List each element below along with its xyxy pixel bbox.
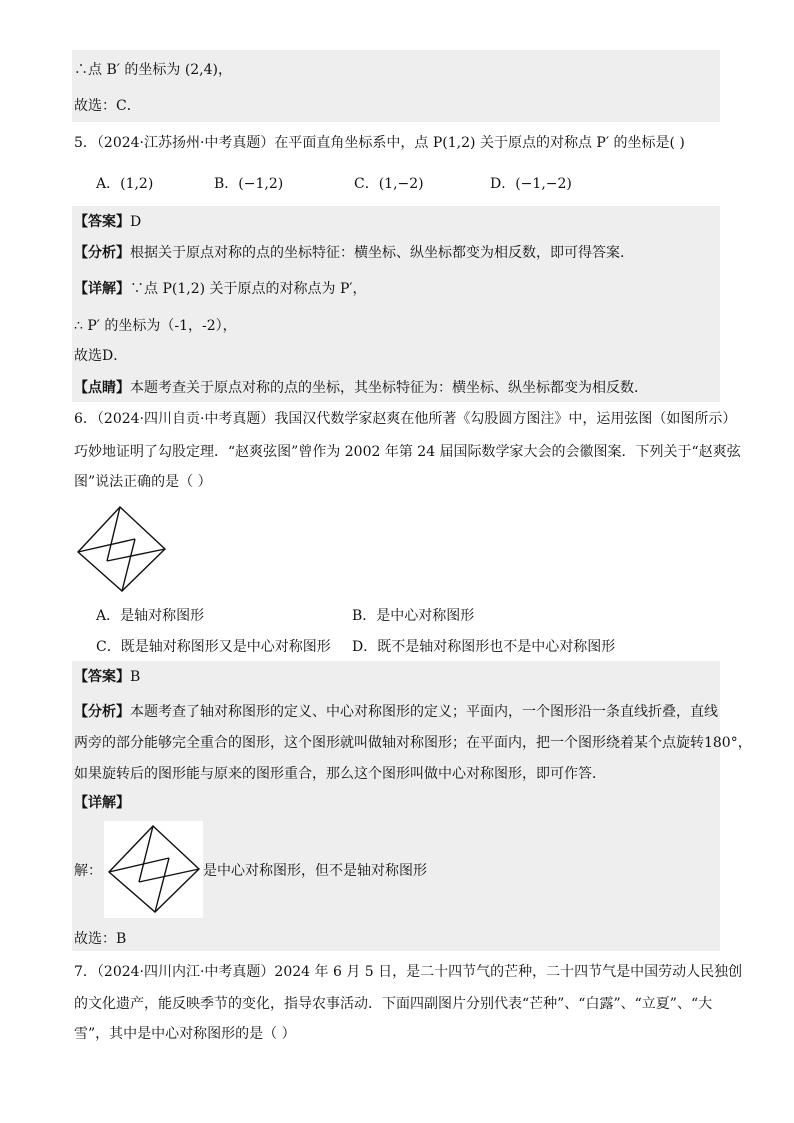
prev-line-2: 故选：C． bbox=[74, 98, 141, 114]
answer-value: D bbox=[130, 214, 142, 230]
q6-analysis-3: 如果旋转后的图形能与原来的图形重合，那么这个图形叫做中心对称图形，即可作答． bbox=[74, 766, 606, 782]
q5-option-b: B．(−1,2) bbox=[214, 176, 284, 192]
analysis-text: 本题考查了轴对称图形的定义、中心对称图形的定义；平面内，一个图形沿一条直线折叠，直线 bbox=[130, 704, 718, 720]
q5-detail bbox=[74, 279, 367, 299]
q6-analysis-2: 两旁的部分能够完全重合的图形，这个图形就叫做轴对称图形；在平面内，把一个图形绕着某个点旋转180°， bbox=[74, 735, 752, 751]
q6-analysis-1 bbox=[74, 702, 718, 722]
q7-stem-3: 雪”，其中是中心对称图形的是（ ） bbox=[74, 1026, 296, 1042]
q6-stem-1: 6．（2024·四川自贡·中考真题）我国汉代数学家赵爽在他所著《勾股圆方图注》中，运用弦图（如图所示） bbox=[74, 411, 737, 427]
q6-answer bbox=[74, 667, 140, 687]
q7-stem-2: 的文化遗产，能反映季节的变化，指导农事活动．下面四副图片分别代表“芒种”、“白露”、“立夏”、“大 bbox=[74, 996, 713, 1012]
q6-solve-text: 是中心对称图形，但不是轴对称图形 bbox=[203, 863, 427, 879]
analysis-tag: 【分析】 bbox=[74, 245, 130, 261]
q5-option-a: A．(1,2) bbox=[96, 176, 154, 192]
comment-tag: 【点睛】 bbox=[74, 380, 130, 396]
answer-value: B bbox=[130, 669, 141, 685]
q5-comment bbox=[74, 378, 648, 398]
q5-answer bbox=[74, 212, 141, 232]
comment-text: 本题考查关于原点对称的点的坐标，其坐标特征为：横坐标、纵坐标都变为相反数． bbox=[130, 380, 648, 396]
q6-option-b: B．是中心对称图形 bbox=[352, 608, 475, 624]
q6-stem-3: 图”说法正确的是（ ） bbox=[74, 474, 212, 490]
q5-detail-2: ∴ P′ 的坐标为（-1，-2）， bbox=[74, 318, 237, 334]
zhaoshuang-chord-diagram-solution bbox=[104, 821, 203, 918]
q6-option-c: C．既是轴对称图形又是中心对称图形 bbox=[96, 639, 331, 655]
q6-solve-prefix: 解： bbox=[74, 863, 102, 879]
analysis-text: 根据关于原点对称的点的坐标特征：横坐标、纵坐标都变为相反数，即可得答案. bbox=[130, 245, 625, 261]
answer-tag: 【答案】 bbox=[74, 214, 130, 230]
q5-analysis bbox=[74, 243, 624, 263]
answer-tag: 【答案】 bbox=[74, 669, 130, 685]
q6-option-d: D．既不是轴对称图形也不是中心对称图形 bbox=[352, 639, 616, 655]
zhaoshuang-chord-diagram bbox=[76, 505, 168, 593]
prev-line-1: ∴点 B′ 的坐标为 (2,4)， bbox=[74, 62, 233, 78]
q6-detail-tag: 【详解】 bbox=[74, 795, 130, 811]
detail-tag: 【详解】 bbox=[74, 281, 130, 297]
solution-block-q5 bbox=[72, 206, 720, 402]
q5-detail-3: 故选D． bbox=[74, 348, 128, 364]
analysis-tag: 【分析】 bbox=[74, 704, 130, 720]
q5-option-d: D．(−1,−2) bbox=[490, 176, 572, 192]
q6-stem-2: 巧妙地证明了勾股定理．“赵爽弦图”曾作为 2002 年第 24 届国际数学家大会的会徽图案．下列关于“赵爽弦 bbox=[74, 444, 741, 460]
q6-option-a: A．是轴对称图形 bbox=[96, 608, 205, 624]
q7-stem-1: 7．（2024·四川内江·中考真题）2024 年 6 月 5 日，是二十四节气的芒种，二十四节气是中国劳动人民独创 bbox=[74, 964, 743, 980]
q5-stem: 5．（2024·江苏扬州·中考真题）在平面直角坐标系中，点 P(1,2) 关于原点的对称点 P′ 的坐标是( ) bbox=[74, 135, 685, 151]
detail-text: ∵点 P(1,2) 关于原点的对称点为 P′， bbox=[130, 281, 367, 297]
q5-option-c: C．(1,−2) bbox=[354, 176, 424, 192]
q6-choose: 故选：B bbox=[74, 931, 127, 947]
